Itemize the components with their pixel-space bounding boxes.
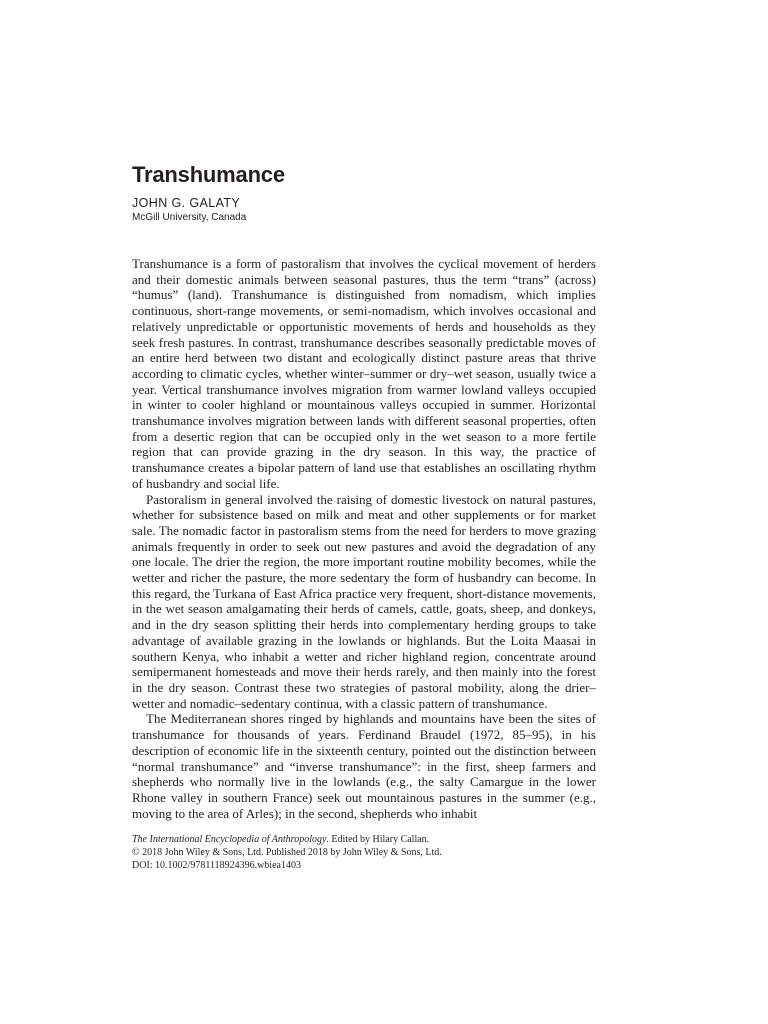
copyright-line: © 2018 John Wiley & Sons, Ltd. Published 2018 by John Wiley & Sons, Ltd. bbox=[132, 847, 442, 858]
paragraph: The Mediterranean shores ringed by highlands and mountains have been the sites of transhumance for thousands of years. Ferdinand Braudel (1972, 85–95), in his description of economic life in the sixteenth century, pointed out the distinction between “normal transhumance” and “inverse transhumance”: in the first, sheep farmers and shepherds who normally live in the lowlands (e.g., the salty Camargue in the lower Rhone valley in southern France) seek out mountainous pastures in the summer (e.g., moving to the area of Arles); in the second, shepherds who inhabit bbox=[132, 711, 596, 821]
article-body bbox=[132, 256, 596, 821]
doi-line: DOI: 10.1002/9781118924396.wbiea1403 bbox=[132, 860, 301, 871]
author-name: JOHN G. GALATY bbox=[132, 196, 241, 210]
encyclopedia-title: The International Encyclopedia of Anthropology bbox=[132, 834, 327, 845]
citation-footnote bbox=[132, 833, 442, 872]
author-affiliation: McGill University, Canada bbox=[132, 212, 247, 223]
paragraph: Pastoralism in general involved the raising of domestic livestock on natural pastures, whether for subsistence based on milk and meat and other supplements or for market sale. The nomadic factor in pastoralism stems from the need for herders to move grazing animals frequently in order to seek out new pastures and avoid the degradation of any one locale. The drier the region, the more important routine mobility becomes, while the wetter and richer the pasture, the more sedentary the form of husbandry can become. In this regard, the Turkana of East Africa practice very frequent, short-distance movements, in the wet season amalgamating their herds of camels, cattle, goats, sheep, and donkeys, and in the dry season splitting their herds into complementary herding groups to take advantage of available grazing in the lowlands or highlands. But the Loita Maasai in southern Kenya, who inhabit a wetter and richer highland region, concentrate around semipermanent homesteads and move their herds rarely, and then mainly into the forest in the dry season. Contrast these two strategies of pastoral mobility, along the drier–wetter and nomadic–sedentary continua, with a classic pattern of transhumance. bbox=[132, 491, 596, 711]
footnote-source-line bbox=[132, 833, 442, 846]
paragraph: Transhumance is a form of pastoralism that involves the cyclical movement of herders and their domestic animals between seasonal pastures, thus the term “trans” (across) “humus” (land). Transhumance is distinguished from nomadism, which implies continuous, short-range movements, or semi-nomadism, which involves occasional and relatively unpredictable or opportunistic movements of herds and households as they seek fresh pastures. In contrast, transhumance describes seasonally predictable moves of an entire herd between two distant and ecologically distinct pasture areas that thrive according to climatic cycles, whether winter–summer or dry–wet season, usually twice a year. Vertical transhumance involves migration from warmer lowland valleys occupied in winter to cooler highland or mountainous valleys occupied in summer. Horizontal transhumance involves migration between lands with different seasonal properties, often from a desertic region that can be occupied only in the wet season to a more fertile region that can provide grazing in the dry season. In this way, the practice of transhumance creates a bipolar pattern of land use that establishes an oscillating rhythm of husbandry and social life. bbox=[132, 256, 596, 491]
editor-credit: . Edited by Hilary Callan. bbox=[326, 834, 430, 845]
article-title: Transhumance bbox=[132, 162, 285, 187]
